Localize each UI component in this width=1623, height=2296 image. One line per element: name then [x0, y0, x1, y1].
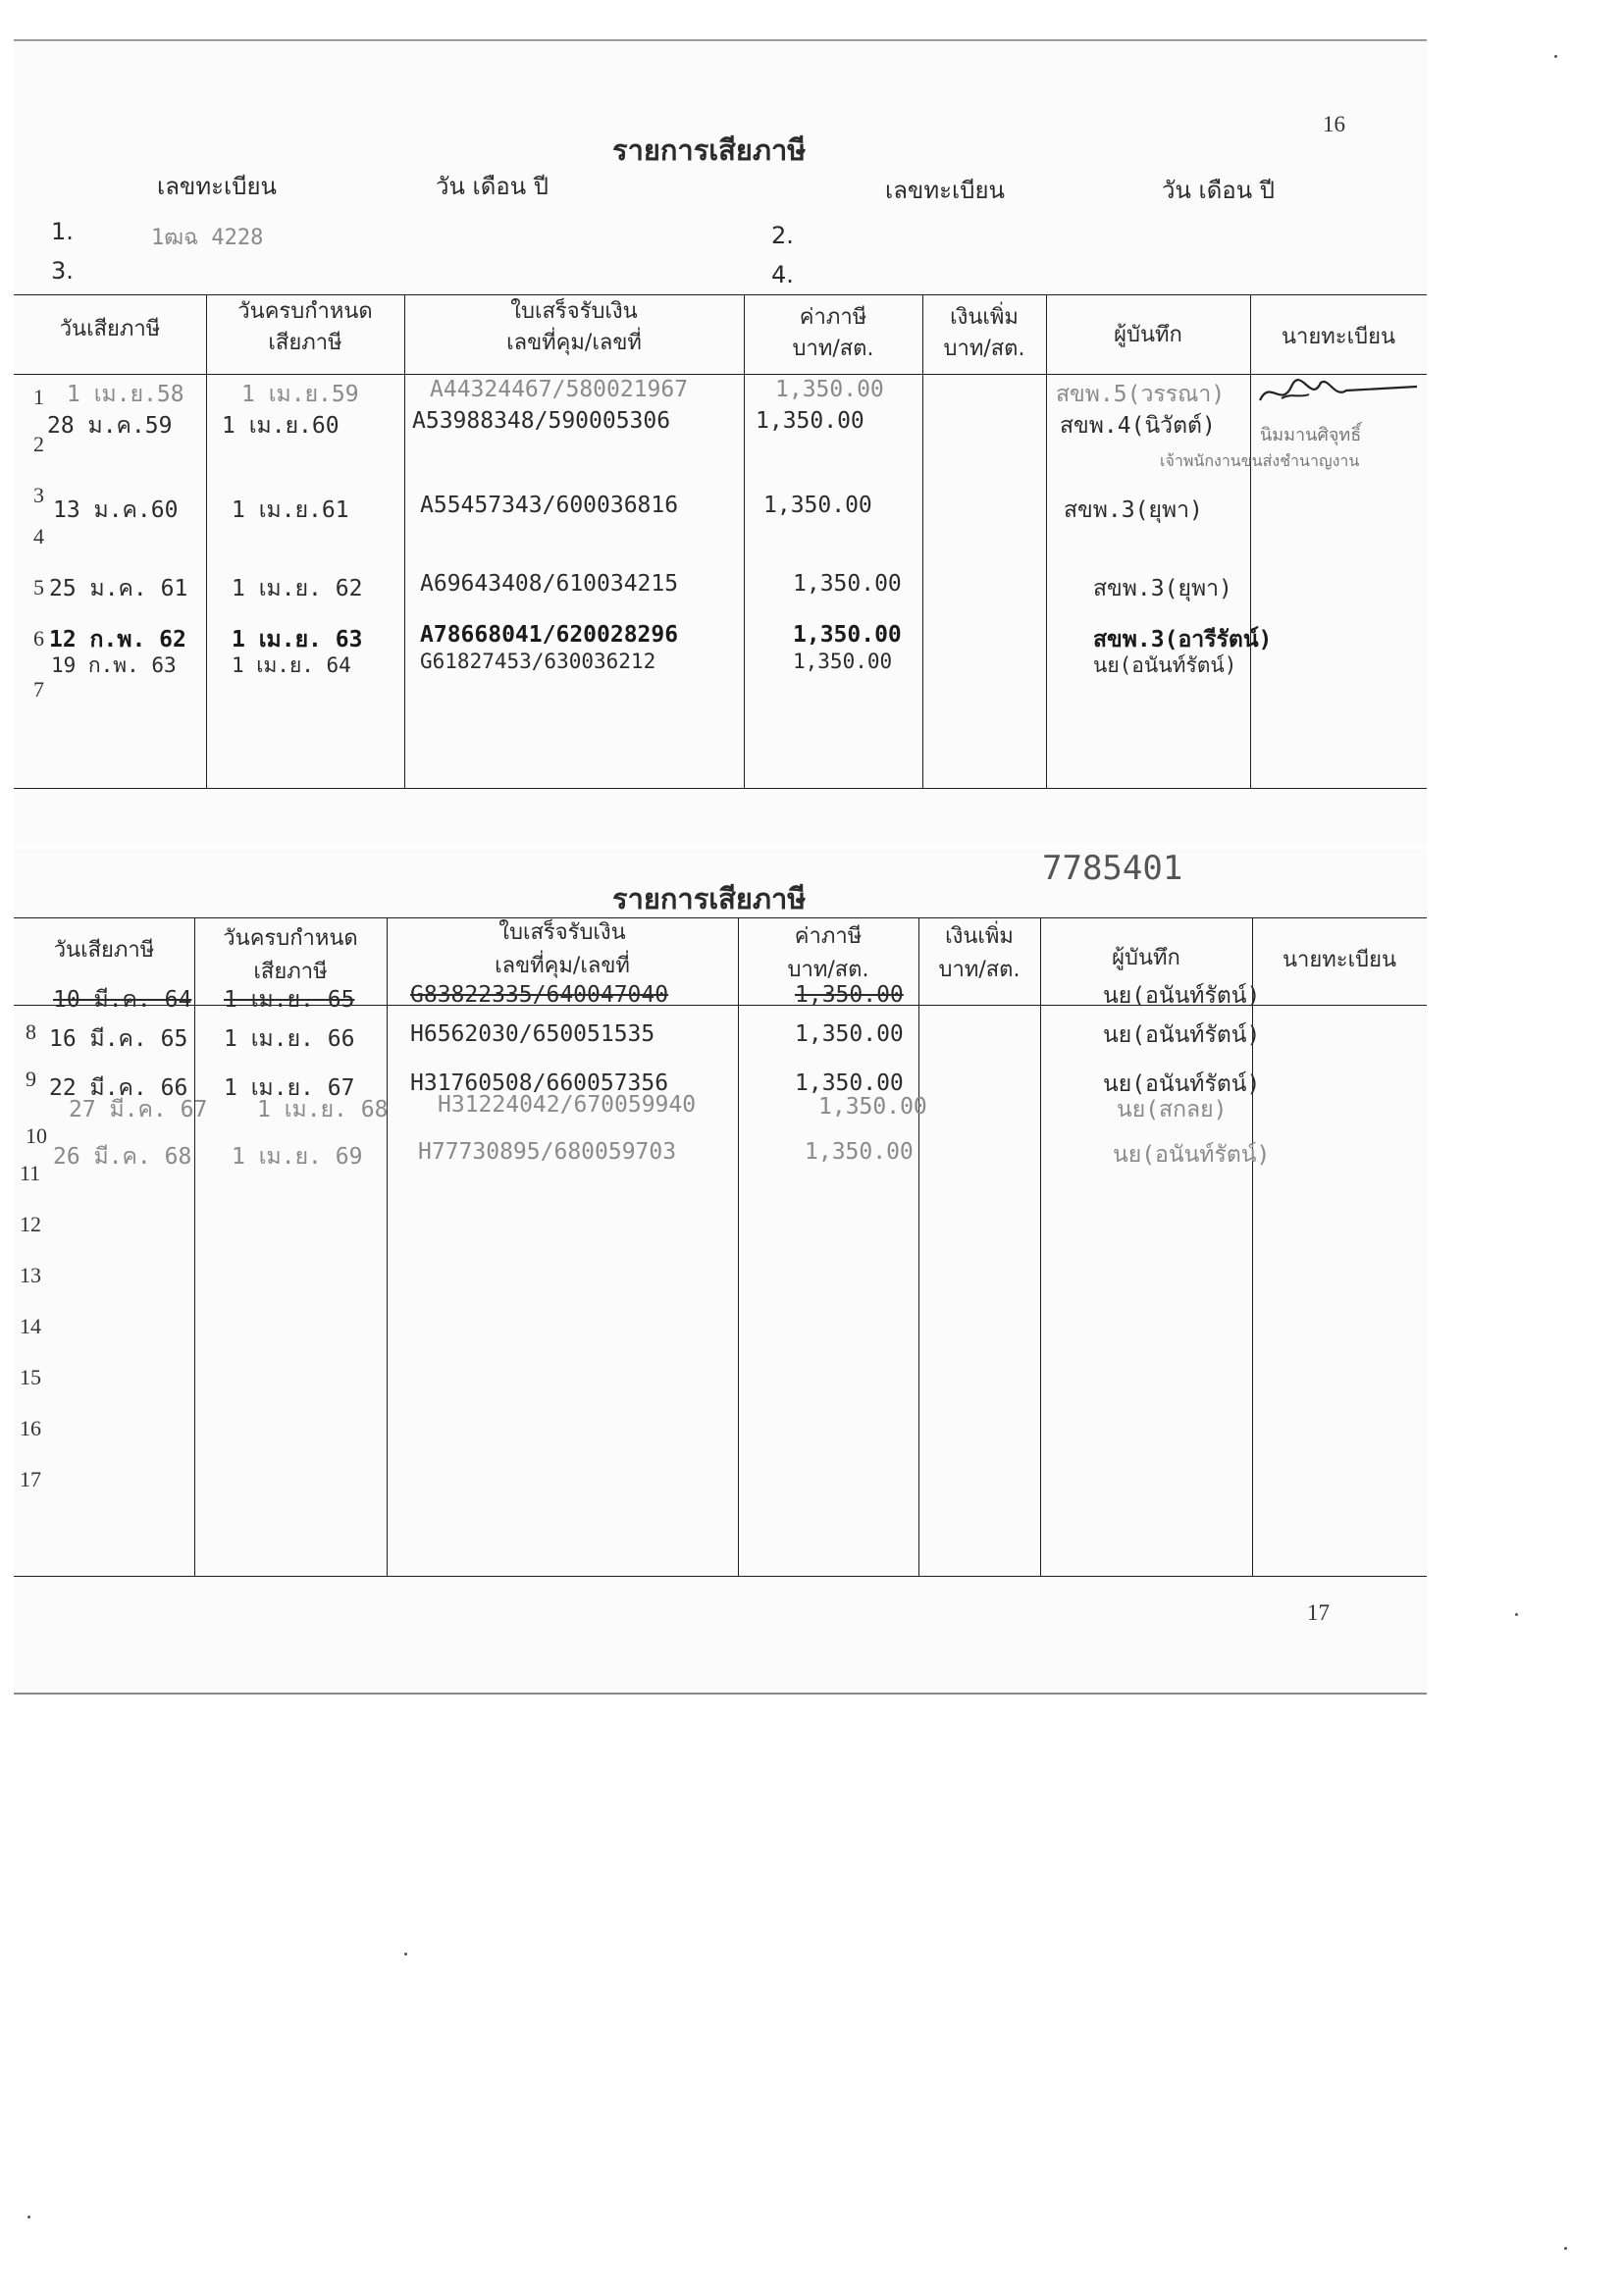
sheet-title: รายการเสียภาษี: [612, 133, 807, 167]
scan-speck: [1564, 2247, 1567, 2250]
paid-date: 22 มี.ค. 66: [49, 1075, 188, 1101]
plate-label-left: เลขทะเบียน: [157, 173, 277, 200]
tax-amount: 1,350.00: [775, 377, 884, 402]
tax-table-top: [14, 294, 1427, 789]
due-date: 1 เม.ย. 66: [224, 1026, 355, 1052]
col-due-date-b: เสียภาษี: [253, 960, 328, 984]
col-registrar: นายทะเบียน: [1281, 325, 1395, 349]
tax-amount: 1,350.00: [763, 493, 872, 518]
row-number: 1: [33, 385, 44, 409]
page-number: 17: [1307, 1600, 1330, 1625]
tax-amount: 1,350.00: [793, 622, 902, 648]
row-number: 13: [20, 1263, 41, 1287]
tax-sheet-top: [14, 39, 1427, 846]
due-date: 1 เม.ย. 62: [232, 576, 363, 601]
col-recorder: ผู้บันทึก: [1112, 946, 1180, 970]
receipt-no: A69643408/610034215: [420, 571, 679, 597]
receipt-no: A53988348/590005306: [412, 408, 671, 434]
receipt-no: H77730895/680059703: [418, 1139, 677, 1165]
due-date: 1 เม.ย.60: [222, 413, 340, 439]
col-due-date-b: เสียภาษี: [268, 331, 342, 355]
sheet-title: รายการเสียภาษี: [612, 882, 807, 915]
tax-amount: 1,350.00: [793, 650, 893, 673]
date-label-left: วัน เดือน ปี: [436, 173, 549, 200]
row-number: 10: [26, 1123, 47, 1148]
recorder: สขพ.3(ยุพา): [1093, 576, 1232, 601]
receipt-no: A78668041/620028296: [420, 622, 679, 648]
date-label-right: วัน เดือน ปี: [1162, 177, 1275, 204]
due-date: 1 เม.ย. 65: [224, 987, 355, 1013]
tax-amount: 1,350.00: [756, 408, 864, 434]
row-number: 14: [20, 1314, 41, 1338]
paid-date: 25 ม.ค. 61: [49, 576, 188, 601]
due-date: 1 เม.ย. 63: [232, 627, 363, 652]
page-number: 16: [1323, 112, 1345, 136]
row-number: 12: [20, 1212, 41, 1236]
paid-date: 12 ก.พ. 62: [49, 627, 186, 652]
tax-amount: 1,350.00: [795, 1070, 904, 1096]
recorder: นย(อนันท์รัตน์): [1103, 1022, 1261, 1048]
tax-amount: 1,350.00: [795, 982, 904, 1008]
paid-date: 19 ก.พ. 63: [51, 653, 177, 677]
col-recorder: ผู้บันทึก: [1114, 323, 1182, 347]
col-receipt-a: ใบเสร็จรับเงิน: [510, 299, 638, 324]
row-number: 17: [20, 1467, 41, 1491]
paid-date: 27 มี.ค. 67: [69, 1097, 208, 1122]
row-number: 16: [20, 1416, 41, 1440]
row-number: 8: [26, 1019, 36, 1044]
col-receipt-a: ใบเสร็จรับเงิน: [498, 920, 626, 945]
col-registrar: นายทะเบียน: [1282, 948, 1396, 972]
recorder: นย(อนันท์รัตน์): [1113, 1142, 1271, 1168]
col-surcharge-a: เงินเพิ่ม: [945, 924, 1014, 949]
row-number: 3: [33, 483, 44, 507]
recorder: นย(อนันท์รัตน์): [1103, 1071, 1261, 1097]
recorder: สขพ.3(อารีรัตน์): [1093, 627, 1273, 652]
recorder: สขพ.3(ยุพา): [1064, 497, 1203, 523]
tax-amount: 1,350.00: [795, 1021, 904, 1047]
col-tax-a: ค่าภาษี: [799, 305, 867, 330]
col-surcharge-b: บาท/สต.: [938, 958, 1021, 982]
due-date: 1 เม.ย.59: [241, 382, 359, 407]
due-date: 1 เม.ย. 64: [232, 653, 351, 677]
col-surcharge-b: บาท/สต.: [943, 337, 1025, 361]
due-date: 1 เม.ย. 67: [224, 1075, 355, 1101]
recorder: นย(อนันท์รัตน์): [1093, 653, 1237, 677]
receipt-no: A55457343/600036816: [420, 493, 679, 518]
paid-date: 10 มี.ค. 64: [53, 987, 192, 1013]
row-number: 6: [33, 626, 44, 651]
receipt-no: G83822335/640047040: [410, 982, 669, 1008]
due-date: 1 เม.ย. 69: [232, 1144, 363, 1170]
recorder: นย(สกลย): [1117, 1097, 1228, 1122]
tax-amount: 1,350.00: [818, 1094, 927, 1120]
paid-date: 28 ม.ค.59: [47, 413, 173, 439]
plate-index-3: 3.: [51, 257, 74, 285]
row-number: 4: [33, 524, 44, 548]
registrar-signature: [1252, 369, 1419, 418]
col-due-date-a: วันครบกำหนด: [223, 926, 358, 951]
row-number: 7: [33, 677, 44, 702]
plate-value-1: 1ฒฉ 4228: [151, 226, 264, 250]
scan-speck: [27, 2216, 30, 2218]
row-number: 2: [33, 432, 44, 456]
col-paid-date: วันเสียภาษี: [59, 317, 161, 341]
tax-amount: 1,350.00: [793, 571, 902, 597]
recorder: นย(อนันท์รัตน์): [1103, 983, 1261, 1009]
paid-date: 16 มี.ค. 65: [49, 1026, 188, 1052]
stamp-name: นิมมานศิจุทธิ์: [1260, 425, 1362, 445]
plate-index-4: 4.: [771, 261, 794, 288]
row-number: 11: [20, 1161, 41, 1185]
paid-date: 13 ม.ค.60: [53, 497, 179, 523]
scan-speck: [404, 1953, 407, 1956]
col-surcharge-a: เงินเพิ่ม: [950, 305, 1019, 330]
partial-number: 7785401: [1042, 849, 1183, 888]
receipt-no: H6562030/650051535: [410, 1021, 655, 1047]
row-number: 15: [20, 1365, 41, 1389]
row-number: 9: [26, 1067, 36, 1091]
receipt-no: H31224042/670059940: [438, 1092, 697, 1118]
col-due-date-a: วันครบกำหนด: [237, 299, 373, 324]
paid-date: 1 เม.ย.58: [67, 382, 184, 407]
receipt-no: H31760508/660057356: [410, 1070, 669, 1096]
tax-amount: 1,350.00: [805, 1139, 914, 1165]
due-date: 1 เม.ย. 68: [257, 1097, 389, 1122]
col-receipt-b: เลขที่คุม/เลขที่: [495, 954, 630, 978]
col-tax-a: ค่าภาษี: [794, 924, 863, 949]
recorder: สขพ.5(วรรณา): [1056, 382, 1226, 407]
paid-date: 26 มี.ค. 68: [53, 1144, 192, 1170]
plate-index-2: 2.: [771, 222, 794, 249]
col-receipt-b: เลขที่คุม/เลขที่: [506, 331, 642, 355]
row-number: 5: [33, 575, 44, 600]
col-paid-date: วันเสียภาษี: [53, 938, 155, 963]
receipt-no: G61827453/630036212: [420, 650, 656, 673]
due-date: 1 เม.ย.61: [232, 497, 349, 523]
scan-speck: [1515, 1613, 1518, 1616]
receipt-no: A44324467/580021967: [430, 377, 689, 402]
scan-speck: [1554, 55, 1557, 58]
stamp-position: เจ้าพนักงานขนส่งชำนาญงาน: [1160, 451, 1360, 470]
plate-index-1: 1.: [51, 218, 74, 245]
col-tax-b: บาท/สต.: [792, 337, 874, 361]
tax-sheet-bottom: [14, 849, 1427, 1695]
recorder: สขพ.4(นิวัตต์): [1060, 413, 1216, 439]
plate-label-right: เลขทะเบียน: [885, 177, 1005, 204]
col-tax-b: บาท/สต.: [787, 958, 869, 982]
